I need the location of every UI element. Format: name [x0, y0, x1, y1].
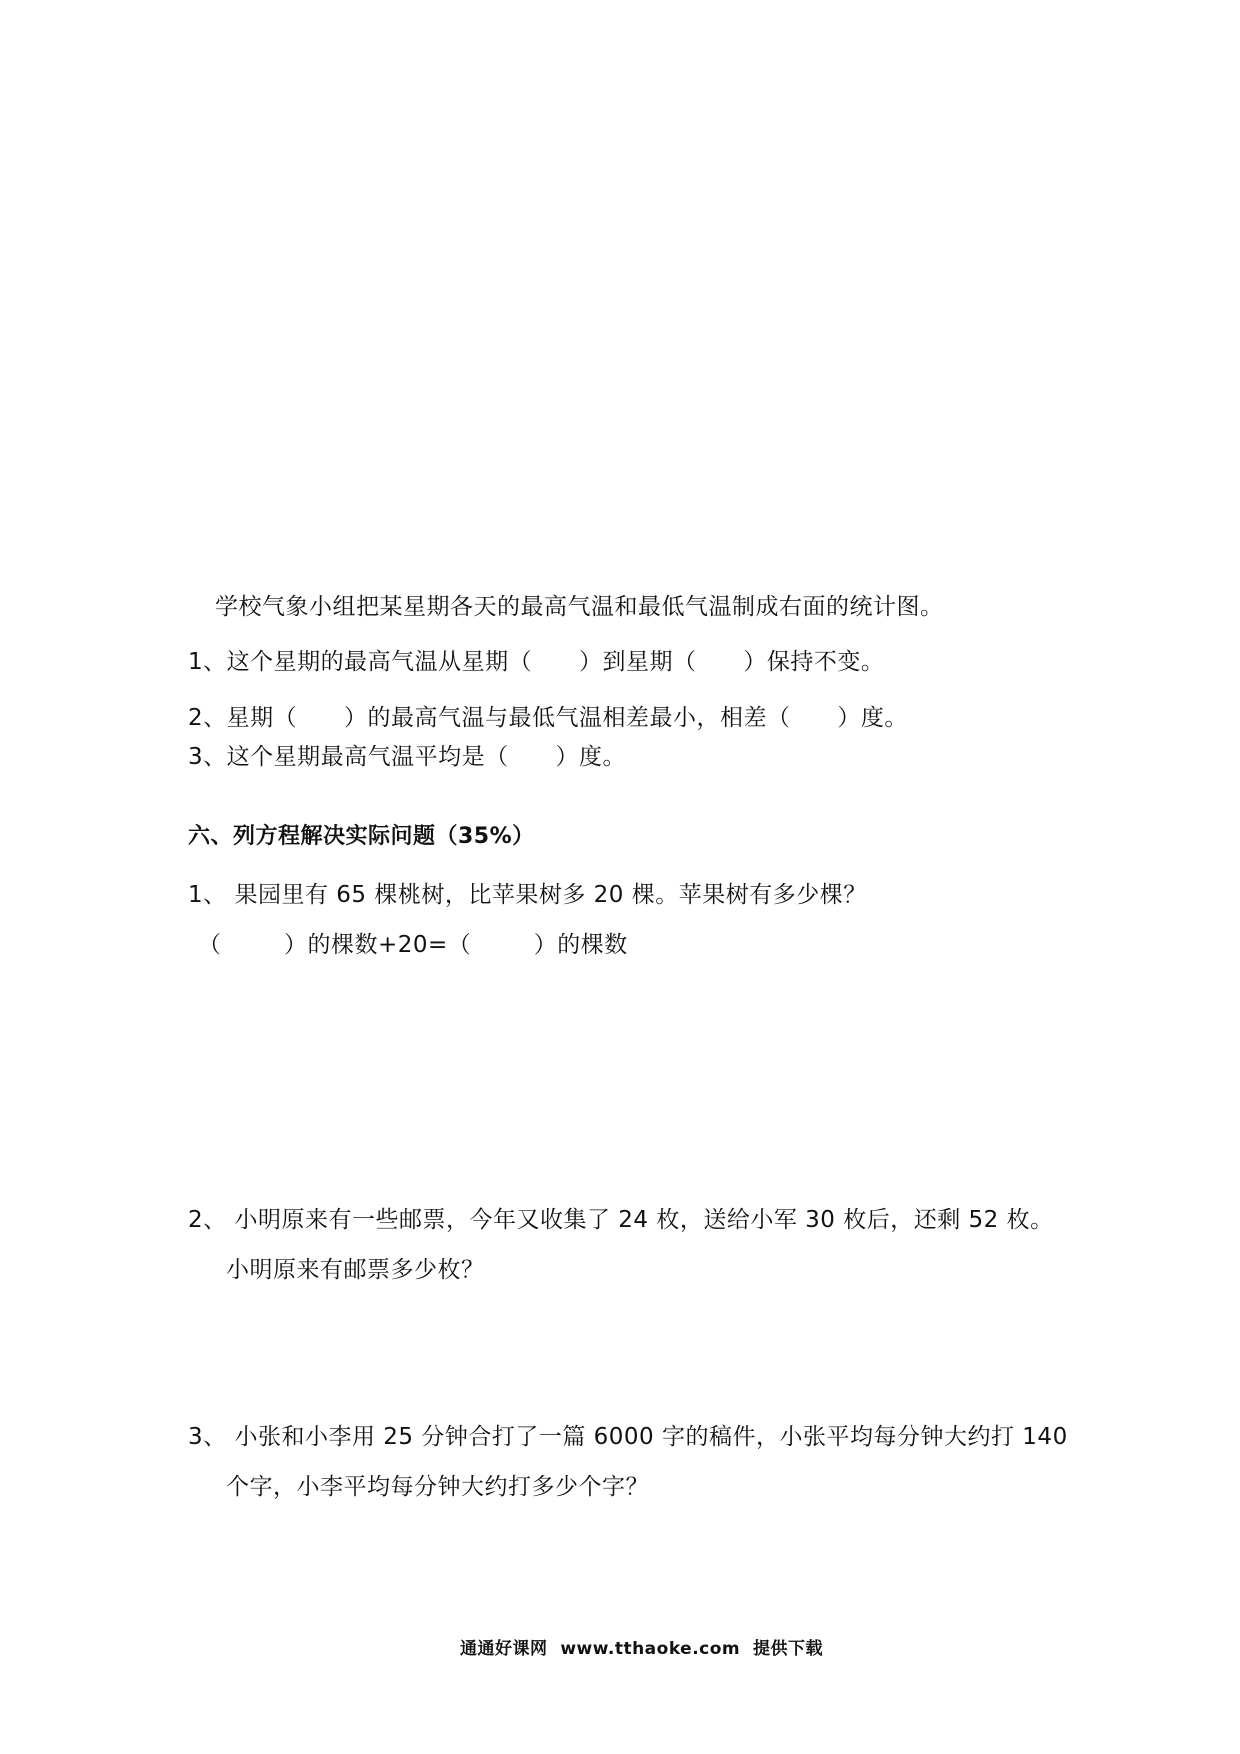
problem-3-text-line-1: 3、 小张和小李用 25 分钟合打了一篇 6000 字的稿件，小张平均每分钟大约打 140 [188, 1424, 1068, 1450]
weather-question-2: 2、星期（ ）的最高气温与最低气温相差最小，相差（ ）度。 [188, 705, 908, 731]
problem-1-text: 1、 果园里有 65 棵桃树，比苹果树多 20 棵。苹果树有多少棵？ [188, 882, 867, 908]
weather-question-3: 3、这个星期最高气温平均是（ ）度。 [188, 744, 626, 770]
problem-3-text-line-2: 个字，小李平均每分钟大约打多少个字？ [226, 1474, 649, 1500]
footer-credit: 通通好课网 www.tthaoke.com 提供下载 [460, 1639, 823, 1659]
weather-question-1: 1、这个星期的最高气温从星期（ ）到星期（ ）保持不变。 [188, 649, 885, 675]
problem-2-text-line-1: 2、 小明原来有一些邮票，今年又收集了 24 枚，送给小军 30 枚后，还剩 52 枚。 [188, 1207, 1054, 1233]
weather-intro: 学校气象小组把某星期各天的最高气温和最低气温制成右面的统计图。 [215, 594, 944, 620]
problem-1-hint: （ ）的棵数+20=（ ）的棵数 [198, 932, 628, 958]
section-title: 六、列方程解决实际问题（35%） [188, 824, 535, 849]
problem-2-text-line-2: 小明原来有邮票多少枚？ [226, 1257, 485, 1283]
